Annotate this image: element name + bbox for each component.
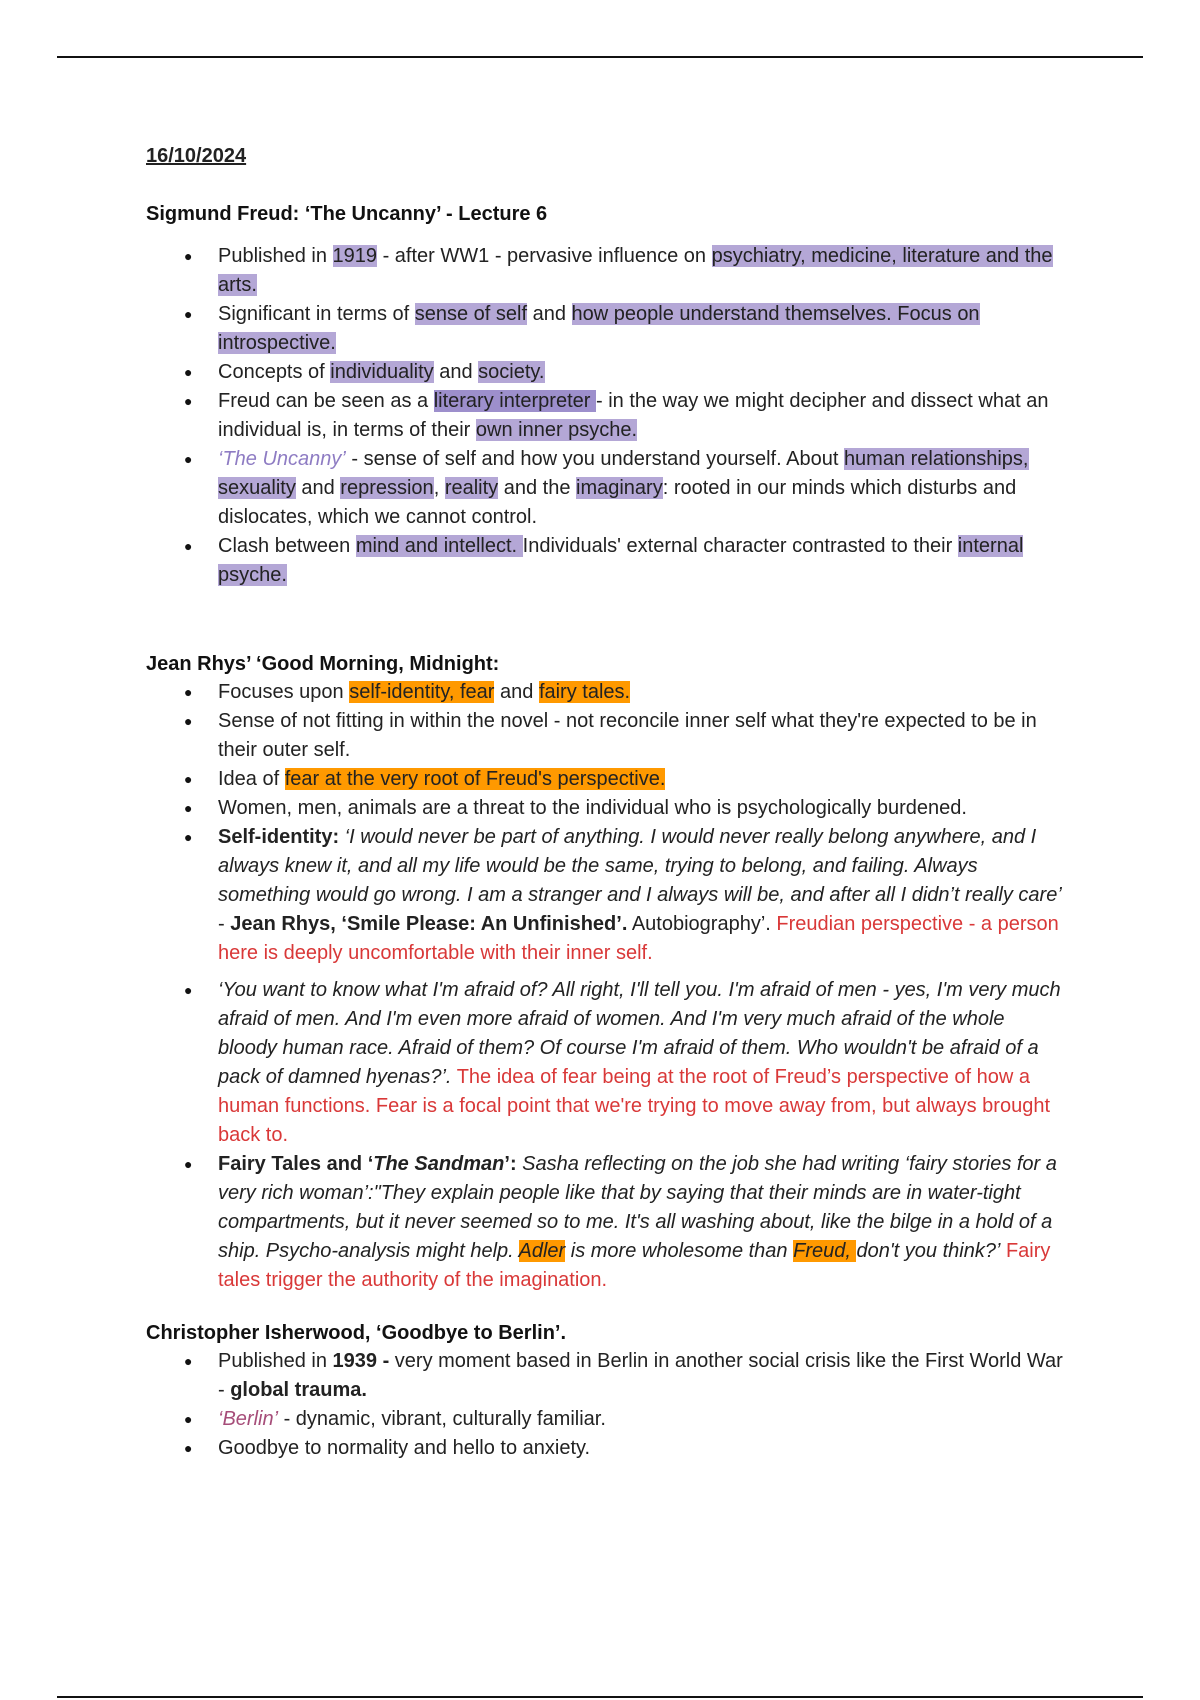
isherwood-bullet-3: ● Goodbye to normality and hello to anxiety.: [218, 1434, 1066, 1463]
isherwood-bullet-list: [146, 1347, 1066, 1463]
rhys-bullet-list: [146, 678, 1066, 1295]
freud-bullet-6: ● Clash between mind and intellect. Individuals' external character contrasted to their internal psyche.: [218, 532, 1066, 590]
rhys-bullet-7: ● Fairy Tales and ‘The Sandman’: Sasha reflecting on the job she had writing ‘fairy stories for a very rich woman’:"They explain people like that by saying that their minds are in water-tight compartments, but it never seemed so to me. It's all washing about, like the bilge in a hold of a ship. Psycho-analysis might help. Adler is more wholesome than Freud, don't you think?’ Fairy tales trigger the authority of the imagination.: [218, 1150, 1066, 1295]
freud-bullet-1: ● Published in 1919 - after WW1 - pervasive influence on psychiatry, medicine, literature and the arts.: [218, 242, 1066, 300]
isherwood-bullet-1: ● Published in 1939 - very moment based in Berlin in another social crisis like the First World War - global trauma.: [218, 1347, 1066, 1405]
rhys-bullet-4: ● Women, men, animals are a threat to the individual who is psychologically burdened.: [218, 794, 1066, 823]
freud-bullet-list: [146, 242, 1066, 590]
bottom-rule: [57, 1696, 1143, 1698]
rhys-bullet-1: ● Focuses upon self-identity, fear and fairy tales.: [218, 678, 1066, 707]
rhys-bullet-2: ● Sense of not fitting in within the novel - not reconcile inner self what they're expected to be in their outer self.: [218, 707, 1066, 765]
document-body: [146, 142, 1066, 1463]
freud-bullet-3: ● Concepts of individuality and society.: [218, 358, 1066, 387]
isherwood-heading: Christopher Isherwood, ‘Goodbye to Berlin’.: [146, 1322, 567, 1344]
freud-bullet-4: ● Freud can be seen as a literary interpreter - in the way we might decipher and dissect what an individual is, in terms of their own inner psyche.: [218, 387, 1066, 445]
freud-bullet-2: ● Significant in terms of sense of self and how people understand themselves. Focus on introspective.: [218, 300, 1066, 358]
freud-bullet-5: ● ‘The Uncanny’ - sense of self and how you understand yourself. About human relationships, sexuality and repression, reality and the imaginary: rooted in our minds which disturbs and dislocates, which we cannot control.: [218, 445, 1066, 532]
isherwood-bullet-2: ● ‘Berlin’ - dynamic, vibrant, culturally familiar.: [218, 1405, 1066, 1434]
rhys-bullet-3: ● Idea of fear at the very root of Freud's perspective.: [218, 765, 1066, 794]
top-rule: [57, 56, 1143, 58]
rhys-heading: Jean Rhys’ ‘Good Morning, Midnight:: [146, 653, 500, 675]
rhys-bullet-6: ● ‘You want to know what I'm afraid of? All right, I'll tell you. I'm afraid of men - yes, I'm very much afraid of men. And I'm even more afraid of women. And I'm very much afraid of the whole bloody human race. Afraid of them? Of course I'm afraid of them. Who wouldn't be afraid of a pack of damned hyenas?’. The idea of fear being at the root of Freud’s perspective of how a human functions. Fear is a focal point that we're trying to move away from, but always brought back to.: [218, 976, 1066, 1150]
rhys-bullet-5: ● Self-identity: ‘I would never be part of anything. I would never really belong anywhere, and I always knew it, and all my life would be the same, trying to belong, and failing. Always something would go wrong. I am a stranger and I always will be, and after all I didn’t really care’ - Jean Rhys, ‘Smile Please: An Unfinished’. Autobiography’. Freudian perspective - a person here is deeply uncomfortable with their inner self.: [218, 823, 1066, 968]
freud-heading: Sigmund Freud: ‘The Uncanny’ - Lecture 6: [146, 203, 548, 225]
note-date: 16/10/2024: [146, 145, 247, 167]
